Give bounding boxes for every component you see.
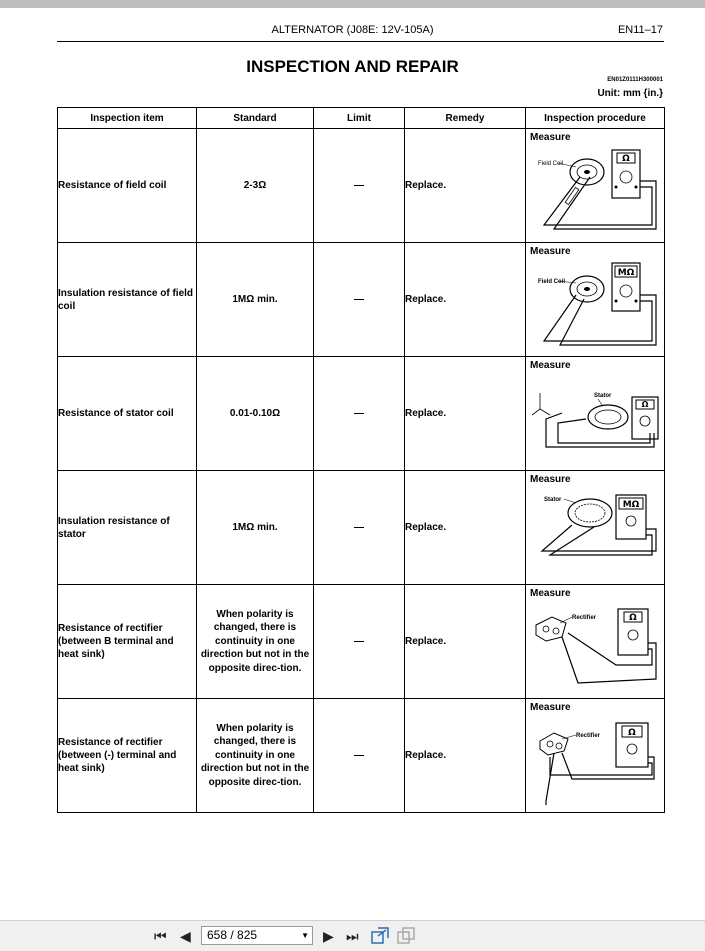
meter-unit-label: Ω <box>622 154 630 164</box>
field-coil-measurement-illustration <box>532 147 662 237</box>
column-header: Inspection procedure <box>526 108 665 129</box>
page-indicator: 658 / 825 <box>207 928 258 942</box>
procedure-label: Measure <box>530 588 571 599</box>
procedure-label: Measure <box>530 246 571 257</box>
illustration-callout: Rectifier <box>572 615 597 621</box>
header-rule <box>57 41 664 42</box>
rectifier-b-terminal-illustration <box>532 603 662 693</box>
procedure-cell <box>526 471 665 585</box>
procedure-label: Measure <box>530 474 571 485</box>
column-header: Remedy <box>405 108 526 129</box>
rectifier-negative-terminal-illustration <box>532 717 662 807</box>
meter-unit-label: Ω <box>628 728 636 738</box>
remedy-value: Replace. <box>405 243 526 357</box>
table-row <box>58 699 665 813</box>
table-header-row <box>58 108 665 129</box>
last-page-icon[interactable]: ⏭ <box>346 928 359 944</box>
standard-value: When polarity is changed, there is continuity in one direction but not in the opposite direc-tion. <box>197 699 314 813</box>
stator-insulation-illustration <box>532 489 662 579</box>
limit-value: — <box>314 357 405 471</box>
stator-coil-measurement-illustration <box>532 375 662 465</box>
table-row <box>58 585 665 699</box>
remedy-value: Replace. <box>405 699 526 813</box>
illustration-callout: Stator <box>544 497 562 503</box>
procedure-label: Measure <box>530 702 571 713</box>
column-header: Limit <box>314 108 405 129</box>
column-header: Inspection item <box>58 108 197 129</box>
procedure-cell <box>526 699 665 813</box>
remedy-value: Replace. <box>405 585 526 699</box>
field-coil-insulation-illustration <box>532 261 662 351</box>
next-page-icon[interactable]: ▶ <box>323 928 334 944</box>
illustration-callout: Rectifier <box>576 733 601 739</box>
table-row <box>58 129 665 243</box>
procedure-cell <box>526 357 665 471</box>
first-page-icon[interactable]: ⏮ <box>154 928 167 944</box>
illustration-callout: Stator <box>594 393 612 399</box>
limit-value: — <box>314 129 405 243</box>
limit-value: — <box>314 243 405 357</box>
standard-value: 1MΩ min. <box>197 243 314 357</box>
rotate-icon[interactable] <box>396 926 416 946</box>
procedure-cell <box>526 243 665 357</box>
meter-unit-label: Ω <box>629 613 637 623</box>
standard-value: When polarity is changed, there is continuity in one direction but not in the opposite direc-tion. <box>197 585 314 699</box>
illustration-callout: Field Coil <box>538 279 565 285</box>
meter-unit-label: MΩ <box>622 500 640 510</box>
standard-value: 0.01-0.10Ω <box>197 357 314 471</box>
limit-value: — <box>314 585 405 699</box>
illustration-callout: Field Coil <box>538 161 564 167</box>
limit-value: — <box>314 699 405 813</box>
procedure-cell <box>526 585 665 699</box>
fit-page-icon[interactable] <box>370 926 390 946</box>
procedure-label: Measure <box>530 360 571 371</box>
document-code: EN01Z0111H300001 <box>607 77 663 83</box>
running-header-title: ALTERNATOR (J08E: 12V-105A) <box>271 24 434 36</box>
table-row <box>58 357 665 471</box>
inspection-item: Resistance of field coil <box>58 129 197 243</box>
column-header: Standard <box>197 108 314 129</box>
inspection-item: Resistance of stator coil <box>58 357 197 471</box>
unit-note: Unit: mm {in.} <box>597 88 663 99</box>
inspection-item: Resistance of rectifier (between (-) terminal and heat sink) <box>58 699 197 813</box>
chevron-down-icon[interactable]: ▼ <box>301 931 309 940</box>
meter-unit-label: Ω <box>641 400 649 409</box>
document-page <box>0 8 705 920</box>
table-row <box>58 471 665 585</box>
inspection-item: Resistance of rectifier (between B terminal and heat sink) <box>58 585 197 699</box>
remedy-value: Replace. <box>405 357 526 471</box>
inspection-item: Insulation resistance of field coil <box>58 243 197 357</box>
standard-value: 1MΩ min. <box>197 471 314 585</box>
remedy-value: Replace. <box>405 471 526 585</box>
table-row <box>58 243 665 357</box>
remedy-value: Replace. <box>405 129 526 243</box>
inspection-table <box>57 107 665 813</box>
prev-page-icon[interactable]: ◀ <box>180 928 191 944</box>
procedure-label: Measure <box>530 132 571 143</box>
inspection-item: Insulation resistance of stator <box>58 471 197 585</box>
procedure-cell <box>526 129 665 243</box>
page-number-input[interactable] <box>201 926 313 945</box>
viewer-toolbar <box>0 920 705 951</box>
meter-unit-label: MΩ <box>617 268 635 278</box>
standard-value: 2-3Ω <box>197 129 314 243</box>
running-header-page-ref: EN11–17 <box>617 24 663 36</box>
section-title: INSPECTION AND REPAIR <box>246 57 459 76</box>
limit-value: — <box>314 471 405 585</box>
viewer-top-bar <box>0 0 705 8</box>
